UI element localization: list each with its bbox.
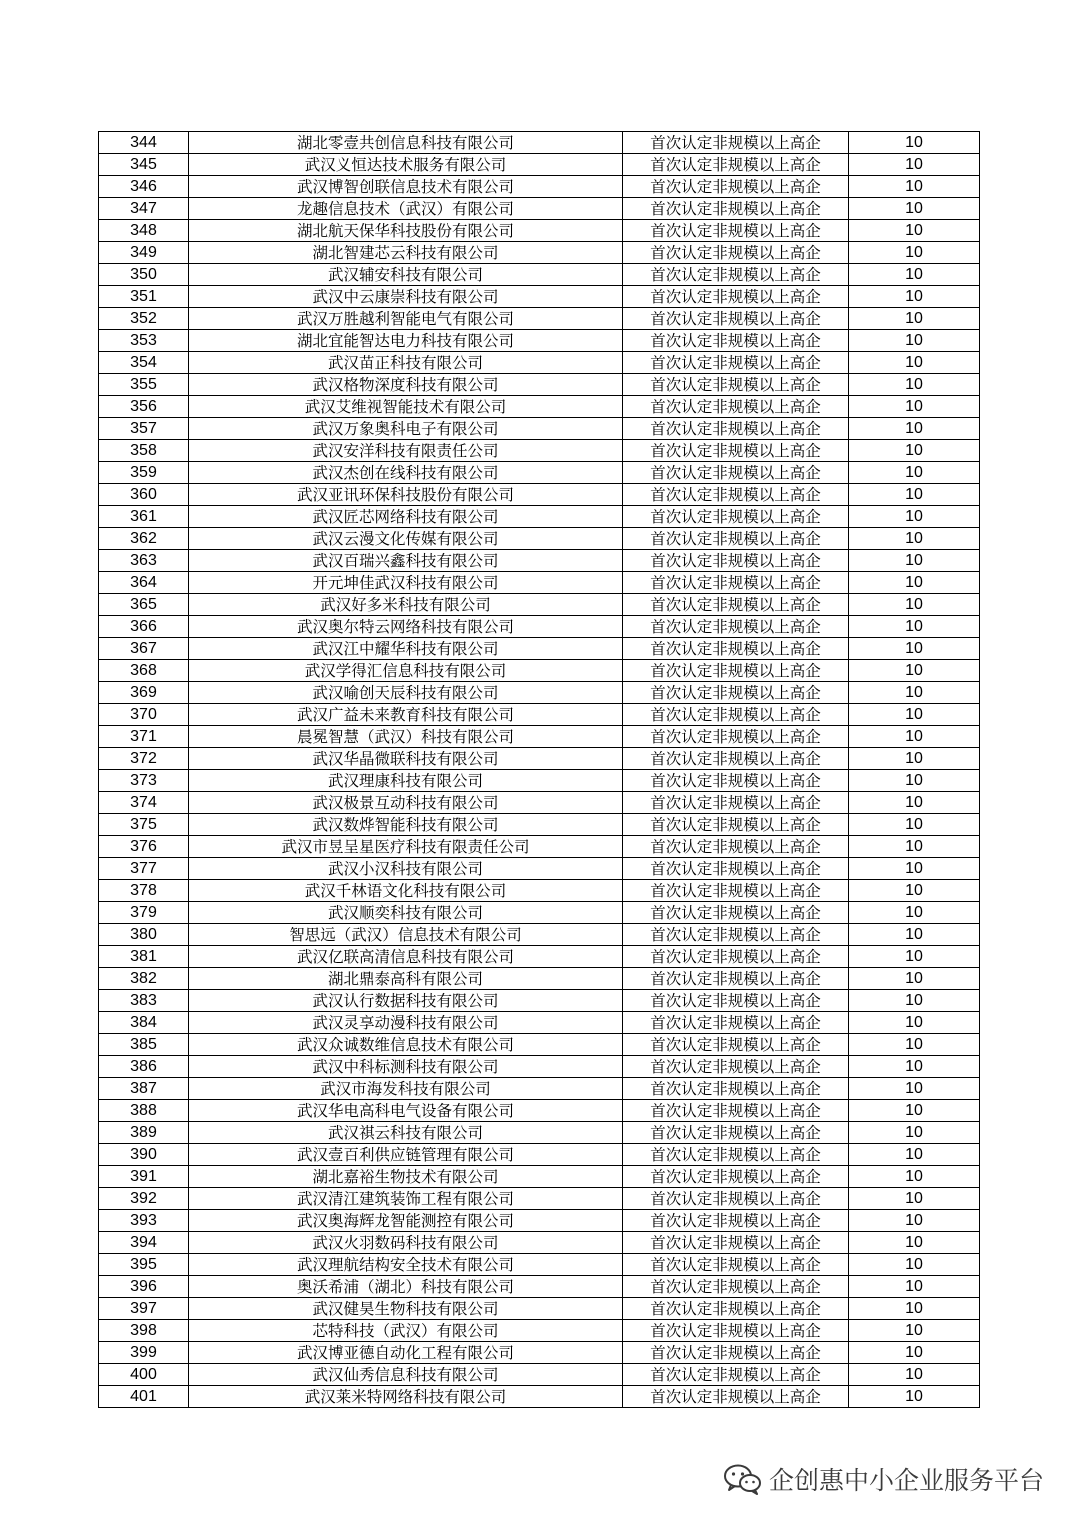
company-name-cell: 武汉华晶微联科技有限公司 bbox=[189, 748, 623, 770]
row-number-cell: 369 bbox=[99, 682, 189, 704]
amount-cell: 10 bbox=[849, 484, 980, 506]
company-name-cell: 武汉万胜越利智能电气有限公司 bbox=[189, 308, 623, 330]
amount-cell: 10 bbox=[849, 990, 980, 1012]
category-cell: 首次认定非规模以上高企 bbox=[623, 484, 849, 506]
company-name-cell: 武汉千林语文化科技有限公司 bbox=[189, 880, 623, 902]
amount-cell: 10 bbox=[849, 242, 980, 264]
amount-cell: 10 bbox=[849, 704, 980, 726]
category-cell: 首次认定非规模以上高企 bbox=[623, 990, 849, 1012]
amount-cell: 10 bbox=[849, 880, 980, 902]
category-cell: 首次认定非规模以上高企 bbox=[623, 264, 849, 286]
category-cell: 首次认定非规模以上高企 bbox=[623, 308, 849, 330]
category-cell: 首次认定非规模以上高企 bbox=[623, 792, 849, 814]
watermark-text: 企创惠中小企业服务平台 bbox=[768, 1466, 1044, 1495]
category-cell: 首次认定非规模以上高企 bbox=[623, 242, 849, 264]
table-row bbox=[99, 1166, 980, 1188]
table-row bbox=[99, 726, 980, 748]
row-number-cell: 368 bbox=[99, 660, 189, 682]
amount-cell: 10 bbox=[849, 748, 980, 770]
row-number-cell: 353 bbox=[99, 330, 189, 352]
row-number-cell: 376 bbox=[99, 836, 189, 858]
amount-cell: 10 bbox=[849, 154, 980, 176]
row-number-cell: 374 bbox=[99, 792, 189, 814]
amount-cell: 10 bbox=[849, 418, 980, 440]
category-cell: 首次认定非规模以上高企 bbox=[623, 1144, 849, 1166]
row-number-cell: 344 bbox=[99, 132, 189, 154]
category-cell: 首次认定非规模以上高企 bbox=[623, 1386, 849, 1408]
table-row bbox=[99, 792, 980, 814]
category-cell: 首次认定非规模以上高企 bbox=[623, 1188, 849, 1210]
company-list-table bbox=[98, 131, 980, 1408]
category-cell: 首次认定非规模以上高企 bbox=[623, 638, 849, 660]
amount-cell: 10 bbox=[849, 1232, 980, 1254]
category-cell: 首次认定非规模以上高企 bbox=[623, 132, 849, 154]
row-number-cell: 396 bbox=[99, 1276, 189, 1298]
table-row bbox=[99, 594, 980, 616]
company-name-cell: 武汉匠芯网络科技有限公司 bbox=[189, 506, 623, 528]
row-number-cell: 379 bbox=[99, 902, 189, 924]
table-row bbox=[99, 418, 980, 440]
company-name-cell: 武汉辅安科技有限公司 bbox=[189, 264, 623, 286]
category-cell: 首次认定非规模以上高企 bbox=[623, 748, 849, 770]
category-cell: 首次认定非规模以上高企 bbox=[623, 1320, 849, 1342]
amount-cell: 10 bbox=[849, 946, 980, 968]
amount-cell: 10 bbox=[849, 1056, 980, 1078]
amount-cell: 10 bbox=[849, 1144, 980, 1166]
category-cell: 首次认定非规模以上高企 bbox=[623, 836, 849, 858]
company-name-cell: 武汉市海发科技有限公司 bbox=[189, 1078, 623, 1100]
amount-cell: 10 bbox=[849, 836, 980, 858]
table-row bbox=[99, 154, 980, 176]
table-row bbox=[99, 1320, 980, 1342]
row-number-cell: 391 bbox=[99, 1166, 189, 1188]
table-row bbox=[99, 616, 980, 638]
table-row bbox=[99, 880, 980, 902]
table-row bbox=[99, 1386, 980, 1408]
company-name-cell: 湖北鼎泰高科有限公司 bbox=[189, 968, 623, 990]
category-cell: 首次认定非规模以上高企 bbox=[623, 946, 849, 968]
row-number-cell: 350 bbox=[99, 264, 189, 286]
row-number-cell: 359 bbox=[99, 462, 189, 484]
table-row bbox=[99, 924, 980, 946]
category-cell: 首次认定非规模以上高企 bbox=[623, 1342, 849, 1364]
row-number-cell: 360 bbox=[99, 484, 189, 506]
category-cell: 首次认定非规模以上高企 bbox=[623, 814, 849, 836]
amount-cell: 10 bbox=[849, 506, 980, 528]
row-number-cell: 398 bbox=[99, 1320, 189, 1342]
category-cell: 首次认定非规模以上高企 bbox=[623, 924, 849, 946]
table-row bbox=[99, 352, 980, 374]
category-cell: 首次认定非规模以上高企 bbox=[623, 286, 849, 308]
table-row bbox=[99, 528, 980, 550]
amount-cell: 10 bbox=[849, 1078, 980, 1100]
amount-cell: 10 bbox=[849, 682, 980, 704]
company-name-cell: 武汉学得汇信息科技有限公司 bbox=[189, 660, 623, 682]
company-name-cell: 湖北航天保华科技股份有限公司 bbox=[189, 220, 623, 242]
table-row bbox=[99, 1364, 980, 1386]
row-number-cell: 362 bbox=[99, 528, 189, 550]
table-row bbox=[99, 990, 980, 1012]
row-number-cell: 356 bbox=[99, 396, 189, 418]
company-name-cell: 武汉博智创联信息技术有限公司 bbox=[189, 176, 623, 198]
amount-cell: 10 bbox=[849, 330, 980, 352]
company-name-cell: 湖北智建芯云科技有限公司 bbox=[189, 242, 623, 264]
company-name-cell: 武汉安洋科技有限责任公司 bbox=[189, 440, 623, 462]
table-row bbox=[99, 308, 980, 330]
row-number-cell: 357 bbox=[99, 418, 189, 440]
company-name-cell: 武汉广益未来教育科技有限公司 bbox=[189, 704, 623, 726]
amount-cell: 10 bbox=[849, 770, 980, 792]
watermark bbox=[723, 1461, 1044, 1497]
company-name-cell: 武汉义恒达技术服务有限公司 bbox=[189, 154, 623, 176]
company-name-cell: 武汉众诚数维信息技术有限公司 bbox=[189, 1034, 623, 1056]
table-row bbox=[99, 374, 980, 396]
amount-cell: 10 bbox=[849, 1210, 980, 1232]
table-row bbox=[99, 506, 980, 528]
amount-cell: 10 bbox=[849, 550, 980, 572]
amount-cell: 10 bbox=[849, 1298, 980, 1320]
row-number-cell: 382 bbox=[99, 968, 189, 990]
company-name-cell: 武汉理航结构安全技术有限公司 bbox=[189, 1254, 623, 1276]
amount-cell: 10 bbox=[849, 1364, 980, 1386]
row-number-cell: 378 bbox=[99, 880, 189, 902]
company-name-cell: 武汉江中耀华科技有限公司 bbox=[189, 638, 623, 660]
row-number-cell: 399 bbox=[99, 1342, 189, 1364]
company-name-cell: 武汉健昊生物科技有限公司 bbox=[189, 1298, 623, 1320]
company-name-cell: 武汉博亚德自动化工程有限公司 bbox=[189, 1342, 623, 1364]
table-row bbox=[99, 660, 980, 682]
category-cell: 首次认定非规模以上高企 bbox=[623, 1078, 849, 1100]
amount-cell: 10 bbox=[849, 616, 980, 638]
category-cell: 首次认定非规模以上高企 bbox=[623, 462, 849, 484]
row-number-cell: 392 bbox=[99, 1188, 189, 1210]
amount-cell: 10 bbox=[849, 814, 980, 836]
amount-cell: 10 bbox=[849, 1320, 980, 1342]
amount-cell: 10 bbox=[849, 264, 980, 286]
category-cell: 首次认定非规模以上高企 bbox=[623, 154, 849, 176]
company-name-cell: 武汉云漫文化传媒有限公司 bbox=[189, 528, 623, 550]
amount-cell: 10 bbox=[849, 440, 980, 462]
category-cell: 首次认定非规模以上高企 bbox=[623, 1254, 849, 1276]
row-number-cell: 345 bbox=[99, 154, 189, 176]
company-name-cell: 武汉格物深度科技有限公司 bbox=[189, 374, 623, 396]
row-number-cell: 384 bbox=[99, 1012, 189, 1034]
table-row bbox=[99, 550, 980, 572]
category-cell: 首次认定非规模以上高企 bbox=[623, 1056, 849, 1078]
row-number-cell: 393 bbox=[99, 1210, 189, 1232]
category-cell: 首次认定非规模以上高企 bbox=[623, 594, 849, 616]
row-number-cell: 383 bbox=[99, 990, 189, 1012]
table-row bbox=[99, 1254, 980, 1276]
amount-cell: 10 bbox=[849, 286, 980, 308]
row-number-cell: 377 bbox=[99, 858, 189, 880]
table-row bbox=[99, 1298, 980, 1320]
row-number-cell: 395 bbox=[99, 1254, 189, 1276]
company-name-cell: 武汉壹百利供应链管理有限公司 bbox=[189, 1144, 623, 1166]
category-cell: 首次认定非规模以上高企 bbox=[623, 1034, 849, 1056]
amount-cell: 10 bbox=[849, 132, 980, 154]
category-cell: 首次认定非规模以上高企 bbox=[623, 1166, 849, 1188]
company-name-cell: 武汉喻创天辰科技有限公司 bbox=[189, 682, 623, 704]
row-number-cell: 352 bbox=[99, 308, 189, 330]
table-row bbox=[99, 462, 980, 484]
company-name-cell: 武汉数烨智能科技有限公司 bbox=[189, 814, 623, 836]
row-number-cell: 365 bbox=[99, 594, 189, 616]
category-cell: 首次认定非规模以上高企 bbox=[623, 528, 849, 550]
row-number-cell: 349 bbox=[99, 242, 189, 264]
company-name-cell: 智思远（武汉）信息技术有限公司 bbox=[189, 924, 623, 946]
row-number-cell: 354 bbox=[99, 352, 189, 374]
table-row bbox=[99, 484, 980, 506]
amount-cell: 10 bbox=[849, 594, 980, 616]
category-cell: 首次认定非规模以上高企 bbox=[623, 198, 849, 220]
category-cell: 首次认定非规模以上高企 bbox=[623, 440, 849, 462]
table-row bbox=[99, 132, 980, 154]
row-number-cell: 389 bbox=[99, 1122, 189, 1144]
company-name-cell: 武汉清江建筑装饰工程有限公司 bbox=[189, 1188, 623, 1210]
company-name-cell: 奥沃希浦（湖北）科技有限公司 bbox=[189, 1276, 623, 1298]
category-cell: 首次认定非规模以上高企 bbox=[623, 550, 849, 572]
amount-cell: 10 bbox=[849, 858, 980, 880]
category-cell: 首次认定非规模以上高企 bbox=[623, 1122, 849, 1144]
amount-cell: 10 bbox=[849, 176, 980, 198]
row-number-cell: 375 bbox=[99, 814, 189, 836]
company-name-cell: 武汉莱米特网络科技有限公司 bbox=[189, 1386, 623, 1408]
row-number-cell: 394 bbox=[99, 1232, 189, 1254]
category-cell: 首次认定非规模以上高企 bbox=[623, 1298, 849, 1320]
amount-cell: 10 bbox=[849, 1188, 980, 1210]
amount-cell: 10 bbox=[849, 198, 980, 220]
company-name-cell: 武汉中科标测科技有限公司 bbox=[189, 1056, 623, 1078]
row-number-cell: 373 bbox=[99, 770, 189, 792]
table-row bbox=[99, 1078, 980, 1100]
table-row bbox=[99, 704, 980, 726]
row-number-cell: 386 bbox=[99, 1056, 189, 1078]
table-row bbox=[99, 814, 980, 836]
amount-cell: 10 bbox=[849, 396, 980, 418]
table-row bbox=[99, 242, 980, 264]
table-row bbox=[99, 770, 980, 792]
amount-cell: 10 bbox=[849, 1276, 980, 1298]
table-row bbox=[99, 198, 980, 220]
category-cell: 首次认定非规模以上高企 bbox=[623, 220, 849, 242]
category-cell: 首次认定非规模以上高企 bbox=[623, 1210, 849, 1232]
amount-cell: 10 bbox=[849, 528, 980, 550]
company-name-cell: 武汉奥尔特云网络科技有限公司 bbox=[189, 616, 623, 638]
table-row bbox=[99, 286, 980, 308]
company-name-cell: 湖北嘉裕生物技术有限公司 bbox=[189, 1166, 623, 1188]
table-row bbox=[99, 1122, 980, 1144]
company-name-cell: 武汉灵享动漫科技有限公司 bbox=[189, 1012, 623, 1034]
table-row bbox=[99, 682, 980, 704]
category-cell: 首次认定非规模以上高企 bbox=[623, 1364, 849, 1386]
row-number-cell: 358 bbox=[99, 440, 189, 462]
table-row bbox=[99, 1012, 980, 1034]
category-cell: 首次认定非规模以上高企 bbox=[623, 506, 849, 528]
category-cell: 首次认定非规模以上高企 bbox=[623, 1276, 849, 1298]
amount-cell: 10 bbox=[849, 1012, 980, 1034]
category-cell: 首次认定非规模以上高企 bbox=[623, 726, 849, 748]
amount-cell: 10 bbox=[849, 660, 980, 682]
category-cell: 首次认定非规模以上高企 bbox=[623, 880, 849, 902]
company-name-cell: 武汉中云康崇科技有限公司 bbox=[189, 286, 623, 308]
category-cell: 首次认定非规模以上高企 bbox=[623, 1012, 849, 1034]
amount-cell: 10 bbox=[849, 572, 980, 594]
amount-cell: 10 bbox=[849, 1034, 980, 1056]
table-row bbox=[99, 1276, 980, 1298]
category-cell: 首次认定非规模以上高企 bbox=[623, 396, 849, 418]
amount-cell: 10 bbox=[849, 1386, 980, 1408]
table-row bbox=[99, 858, 980, 880]
amount-cell: 10 bbox=[849, 638, 980, 660]
table-row bbox=[99, 330, 980, 352]
amount-cell: 10 bbox=[849, 1342, 980, 1364]
company-name-cell: 武汉艾维视智能技术有限公司 bbox=[189, 396, 623, 418]
table-row bbox=[99, 836, 980, 858]
row-number-cell: 397 bbox=[99, 1298, 189, 1320]
company-name-cell: 开元坤佳武汉科技有限公司 bbox=[189, 572, 623, 594]
category-cell: 首次认定非规模以上高企 bbox=[623, 770, 849, 792]
company-name-cell: 武汉奥海辉龙智能测控有限公司 bbox=[189, 1210, 623, 1232]
table-row bbox=[99, 572, 980, 594]
company-name-cell: 武汉火羽数码科技有限公司 bbox=[189, 1232, 623, 1254]
company-name-cell: 武汉苗正科技有限公司 bbox=[189, 352, 623, 374]
table-row bbox=[99, 946, 980, 968]
amount-cell: 10 bbox=[849, 1122, 980, 1144]
row-number-cell: 401 bbox=[99, 1386, 189, 1408]
company-name-cell: 龙趣信息技术（武汉）有限公司 bbox=[189, 198, 623, 220]
company-name-cell: 武汉理康科技有限公司 bbox=[189, 770, 623, 792]
company-name-cell: 武汉认行数据科技有限公司 bbox=[189, 990, 623, 1012]
amount-cell: 10 bbox=[849, 968, 980, 990]
table-row bbox=[99, 1056, 980, 1078]
table-body bbox=[99, 132, 980, 1408]
row-number-cell: 370 bbox=[99, 704, 189, 726]
category-cell: 首次认定非规模以上高企 bbox=[623, 418, 849, 440]
amount-cell: 10 bbox=[849, 792, 980, 814]
company-name-cell: 武汉百瑞兴鑫科技有限公司 bbox=[189, 550, 623, 572]
row-number-cell: 385 bbox=[99, 1034, 189, 1056]
company-name-cell: 武汉市昱呈星医疗科技有限责任公司 bbox=[189, 836, 623, 858]
row-number-cell: 372 bbox=[99, 748, 189, 770]
table-row bbox=[99, 748, 980, 770]
table-row bbox=[99, 902, 980, 924]
row-number-cell: 367 bbox=[99, 638, 189, 660]
amount-cell: 10 bbox=[849, 924, 980, 946]
company-name-cell: 湖北宜能智达电力科技有限公司 bbox=[189, 330, 623, 352]
category-cell: 首次认定非规模以上高企 bbox=[623, 352, 849, 374]
amount-cell: 10 bbox=[849, 352, 980, 374]
table-row bbox=[99, 440, 980, 462]
amount-cell: 10 bbox=[849, 374, 980, 396]
row-number-cell: 361 bbox=[99, 506, 189, 528]
table-row bbox=[99, 1034, 980, 1056]
row-number-cell: 400 bbox=[99, 1364, 189, 1386]
amount-cell: 10 bbox=[849, 220, 980, 242]
row-number-cell: 390 bbox=[99, 1144, 189, 1166]
company-name-cell: 武汉亿联高清信息科技有限公司 bbox=[189, 946, 623, 968]
table-row bbox=[99, 1232, 980, 1254]
company-name-cell: 武汉顺奕科技有限公司 bbox=[189, 902, 623, 924]
row-number-cell: 387 bbox=[99, 1078, 189, 1100]
table-row bbox=[99, 264, 980, 286]
company-name-cell: 武汉杰创在线科技有限公司 bbox=[189, 462, 623, 484]
company-name-cell: 晨冕智慧（武汉）科技有限公司 bbox=[189, 726, 623, 748]
category-cell: 首次认定非规模以上高企 bbox=[623, 374, 849, 396]
wechat-icon bbox=[723, 1463, 763, 1495]
amount-cell: 10 bbox=[849, 462, 980, 484]
company-name-cell: 湖北零壹共创信息科技有限公司 bbox=[189, 132, 623, 154]
company-name-cell: 武汉小汉科技有限公司 bbox=[189, 858, 623, 880]
amount-cell: 10 bbox=[849, 726, 980, 748]
row-number-cell: 347 bbox=[99, 198, 189, 220]
category-cell: 首次认定非规模以上高企 bbox=[623, 968, 849, 990]
company-name-cell: 武汉极景互动科技有限公司 bbox=[189, 792, 623, 814]
category-cell: 首次认定非规模以上高企 bbox=[623, 616, 849, 638]
category-cell: 首次认定非规模以上高企 bbox=[623, 858, 849, 880]
company-name-cell: 芯特科技（武汉）有限公司 bbox=[189, 1320, 623, 1342]
category-cell: 首次认定非规模以上高企 bbox=[623, 902, 849, 924]
amount-cell: 10 bbox=[849, 1166, 980, 1188]
category-cell: 首次认定非规模以上高企 bbox=[623, 1100, 849, 1122]
row-number-cell: 381 bbox=[99, 946, 189, 968]
table-row bbox=[99, 1342, 980, 1364]
table-row bbox=[99, 1188, 980, 1210]
row-number-cell: 346 bbox=[99, 176, 189, 198]
category-cell: 首次认定非规模以上高企 bbox=[623, 572, 849, 594]
row-number-cell: 366 bbox=[99, 616, 189, 638]
row-number-cell: 355 bbox=[99, 374, 189, 396]
table-row bbox=[99, 220, 980, 242]
row-number-cell: 380 bbox=[99, 924, 189, 946]
row-number-cell: 348 bbox=[99, 220, 189, 242]
category-cell: 首次认定非规模以上高企 bbox=[623, 682, 849, 704]
category-cell: 首次认定非规模以上高企 bbox=[623, 704, 849, 726]
row-number-cell: 351 bbox=[99, 286, 189, 308]
company-name-cell: 武汉华电高科电气设备有限公司 bbox=[189, 1100, 623, 1122]
category-cell: 首次认定非规模以上高企 bbox=[623, 176, 849, 198]
company-name-cell: 武汉好多米科技有限公司 bbox=[189, 594, 623, 616]
table-row bbox=[99, 176, 980, 198]
row-number-cell: 371 bbox=[99, 726, 189, 748]
table-row bbox=[99, 1100, 980, 1122]
category-cell: 首次认定非规模以上高企 bbox=[623, 660, 849, 682]
amount-cell: 10 bbox=[849, 1100, 980, 1122]
company-name-cell: 武汉仙秀信息科技有限公司 bbox=[189, 1364, 623, 1386]
table-row bbox=[99, 1210, 980, 1232]
table-row bbox=[99, 396, 980, 418]
amount-cell: 10 bbox=[849, 1254, 980, 1276]
company-name-cell: 武汉万象奥科电子有限公司 bbox=[189, 418, 623, 440]
category-cell: 首次认定非规模以上高企 bbox=[623, 330, 849, 352]
category-cell: 首次认定非规模以上高企 bbox=[623, 1232, 849, 1254]
row-number-cell: 363 bbox=[99, 550, 189, 572]
row-number-cell: 364 bbox=[99, 572, 189, 594]
table-row bbox=[99, 1144, 980, 1166]
table-row bbox=[99, 638, 980, 660]
table-row bbox=[99, 968, 980, 990]
company-name-cell: 武汉亚讯环保科技股份有限公司 bbox=[189, 484, 623, 506]
company-name-cell: 武汉祺云科技有限公司 bbox=[189, 1122, 623, 1144]
row-number-cell: 388 bbox=[99, 1100, 189, 1122]
amount-cell: 10 bbox=[849, 308, 980, 330]
amount-cell: 10 bbox=[849, 902, 980, 924]
